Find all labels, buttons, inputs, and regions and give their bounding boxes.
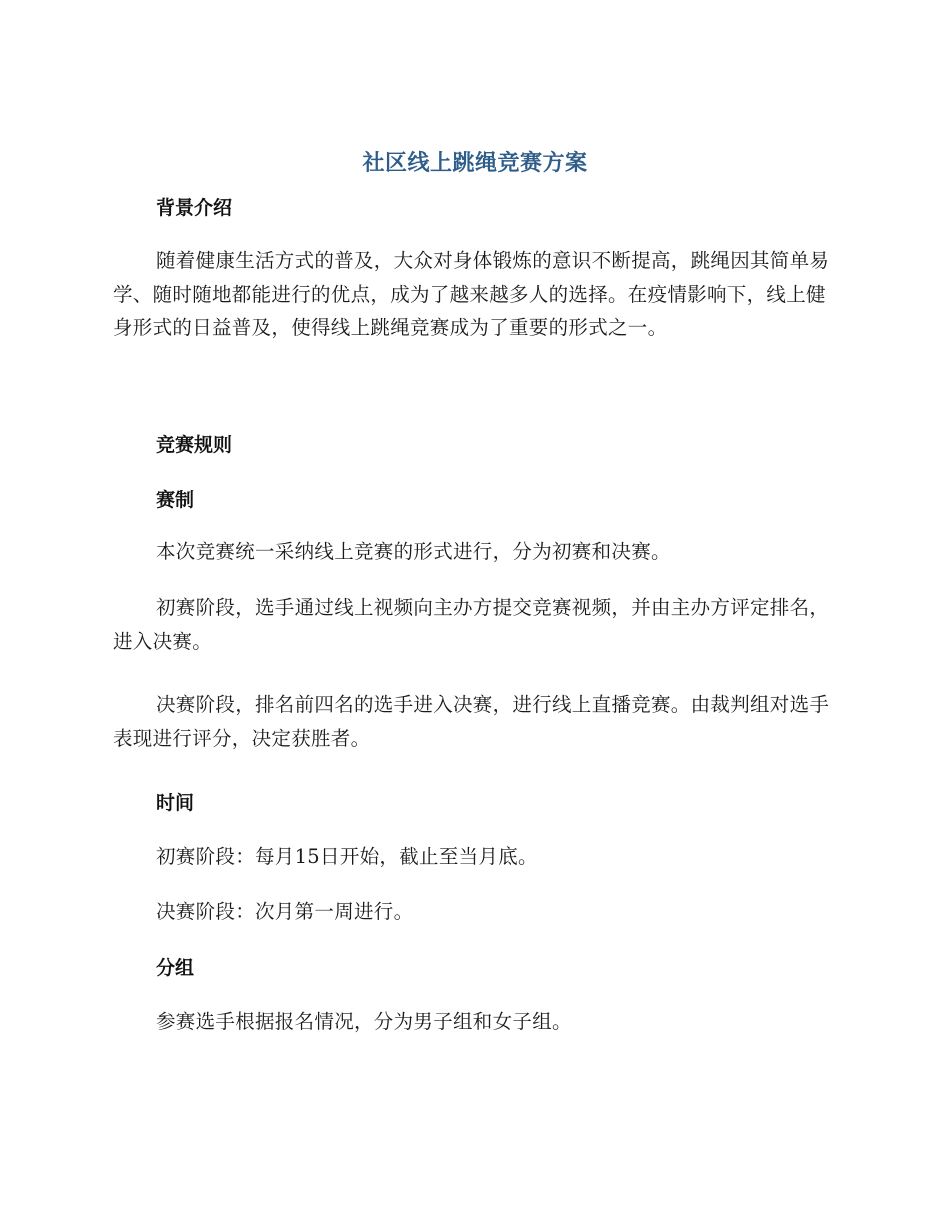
section-heading-rules: 竞赛规则 [156, 434, 233, 456]
section-heading-format: 赛制 [156, 489, 195, 511]
groups-paragraph-1: 参赛选手根据报名情况，分为男子组和女子组。 [156, 1010, 572, 1033]
section-heading-time: 时间 [156, 792, 195, 814]
time-paragraph-1: 初赛阶段：每月15日开始，截止至当月底。 [156, 845, 538, 868]
format-paragraph-2: 初赛阶段，选手通过线上视频向主办方提交竞赛视频，并由主办方评定排名，进入决赛。 [113, 596, 830, 653]
section-heading-background: 背景介绍 [156, 197, 233, 219]
format-paragraph-1: 本次竞赛统一采纳线上竞赛的形式进行，分为初赛和决赛。 [156, 540, 671, 563]
background-paragraph: 随着健康生活方式的普及，大众对身体锻炼的意识不断提高，跳绳因其简单易学、随时随地都能进行的优点，成为了越来越多人的选择。在疫情影响下，线上健身形式的日益普及，使得线上跳绳竞赛成为了重要的形式之一。 [113, 249, 830, 339]
time-paragraph-2: 决赛阶段：次月第一周进行。 [156, 900, 414, 923]
section-heading-groups: 分组 [156, 957, 195, 979]
format-paragraph-3: 决赛阶段，排名前四名的选手进入决赛，进行线上直播竞赛。由裁判组对选手表现进行评分，决定获胜者。 [113, 693, 830, 750]
document-title: 社区线上跳绳竞赛方案 [362, 151, 588, 176]
